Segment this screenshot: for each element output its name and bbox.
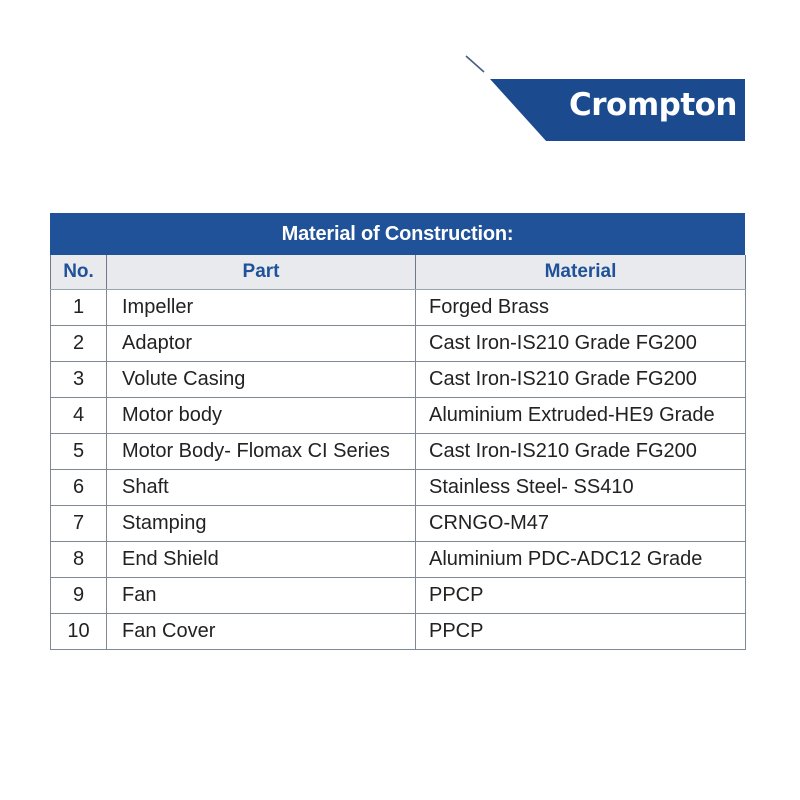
- logo-slash-mark: [465, 55, 495, 85]
- material-table-section: [50, 213, 745, 650]
- material-value: Aluminium PDC-ADC12 Grade: [416, 542, 746, 578]
- part-name: Motor body: [107, 398, 416, 434]
- part-name: Impeller: [107, 290, 416, 326]
- table-row: [51, 470, 746, 506]
- row-number: 7: [51, 506, 107, 542]
- material-value: Cast Iron-IS210 Grade FG200: [416, 434, 746, 470]
- material-value: Stainless Steel- SS410: [416, 470, 746, 506]
- column-header-material: Material: [416, 255, 746, 290]
- column-header-no: No.: [51, 255, 107, 290]
- part-name: Fan: [107, 578, 416, 614]
- part-name: End Shield: [107, 542, 416, 578]
- material-table: [50, 255, 746, 650]
- table-row: [51, 326, 746, 362]
- table-row: [51, 434, 746, 470]
- material-value: PPCP: [416, 578, 746, 614]
- part-name: Volute Casing: [107, 362, 416, 398]
- row-number: 1: [51, 290, 107, 326]
- row-number: 10: [51, 614, 107, 650]
- column-header-part: Part: [107, 255, 416, 290]
- table-row: [51, 578, 746, 614]
- row-number: 3: [51, 362, 107, 398]
- table-row: [51, 506, 746, 542]
- table-title: Material of Construction:: [50, 213, 745, 255]
- material-value: Aluminium Extruded-HE9 Grade: [416, 398, 746, 434]
- material-value: PPCP: [416, 614, 746, 650]
- row-number: 8: [51, 542, 107, 578]
- brand-logo: [465, 55, 750, 145]
- material-value: CRNGO-M47: [416, 506, 746, 542]
- table-row: [51, 614, 746, 650]
- row-number: 9: [51, 578, 107, 614]
- table-row: [51, 542, 746, 578]
- row-number: 4: [51, 398, 107, 434]
- material-value: Cast Iron-IS210 Grade FG200: [416, 326, 746, 362]
- part-name: Shaft: [107, 470, 416, 506]
- part-name: Fan Cover: [107, 614, 416, 650]
- part-name: Adaptor: [107, 326, 416, 362]
- table-row: [51, 398, 746, 434]
- part-name: Stamping: [107, 506, 416, 542]
- table-header-row: [51, 255, 746, 290]
- part-name: Motor Body- Flomax CI Series: [107, 434, 416, 470]
- row-number: 5: [51, 434, 107, 470]
- row-number: 2: [51, 326, 107, 362]
- row-number: 6: [51, 470, 107, 506]
- table-row: [51, 290, 746, 326]
- material-value: Forged Brass: [416, 290, 746, 326]
- table-row: [51, 362, 746, 398]
- logo-wordmark: Crompton: [568, 87, 737, 123]
- material-value: Cast Iron-IS210 Grade FG200: [416, 362, 746, 398]
